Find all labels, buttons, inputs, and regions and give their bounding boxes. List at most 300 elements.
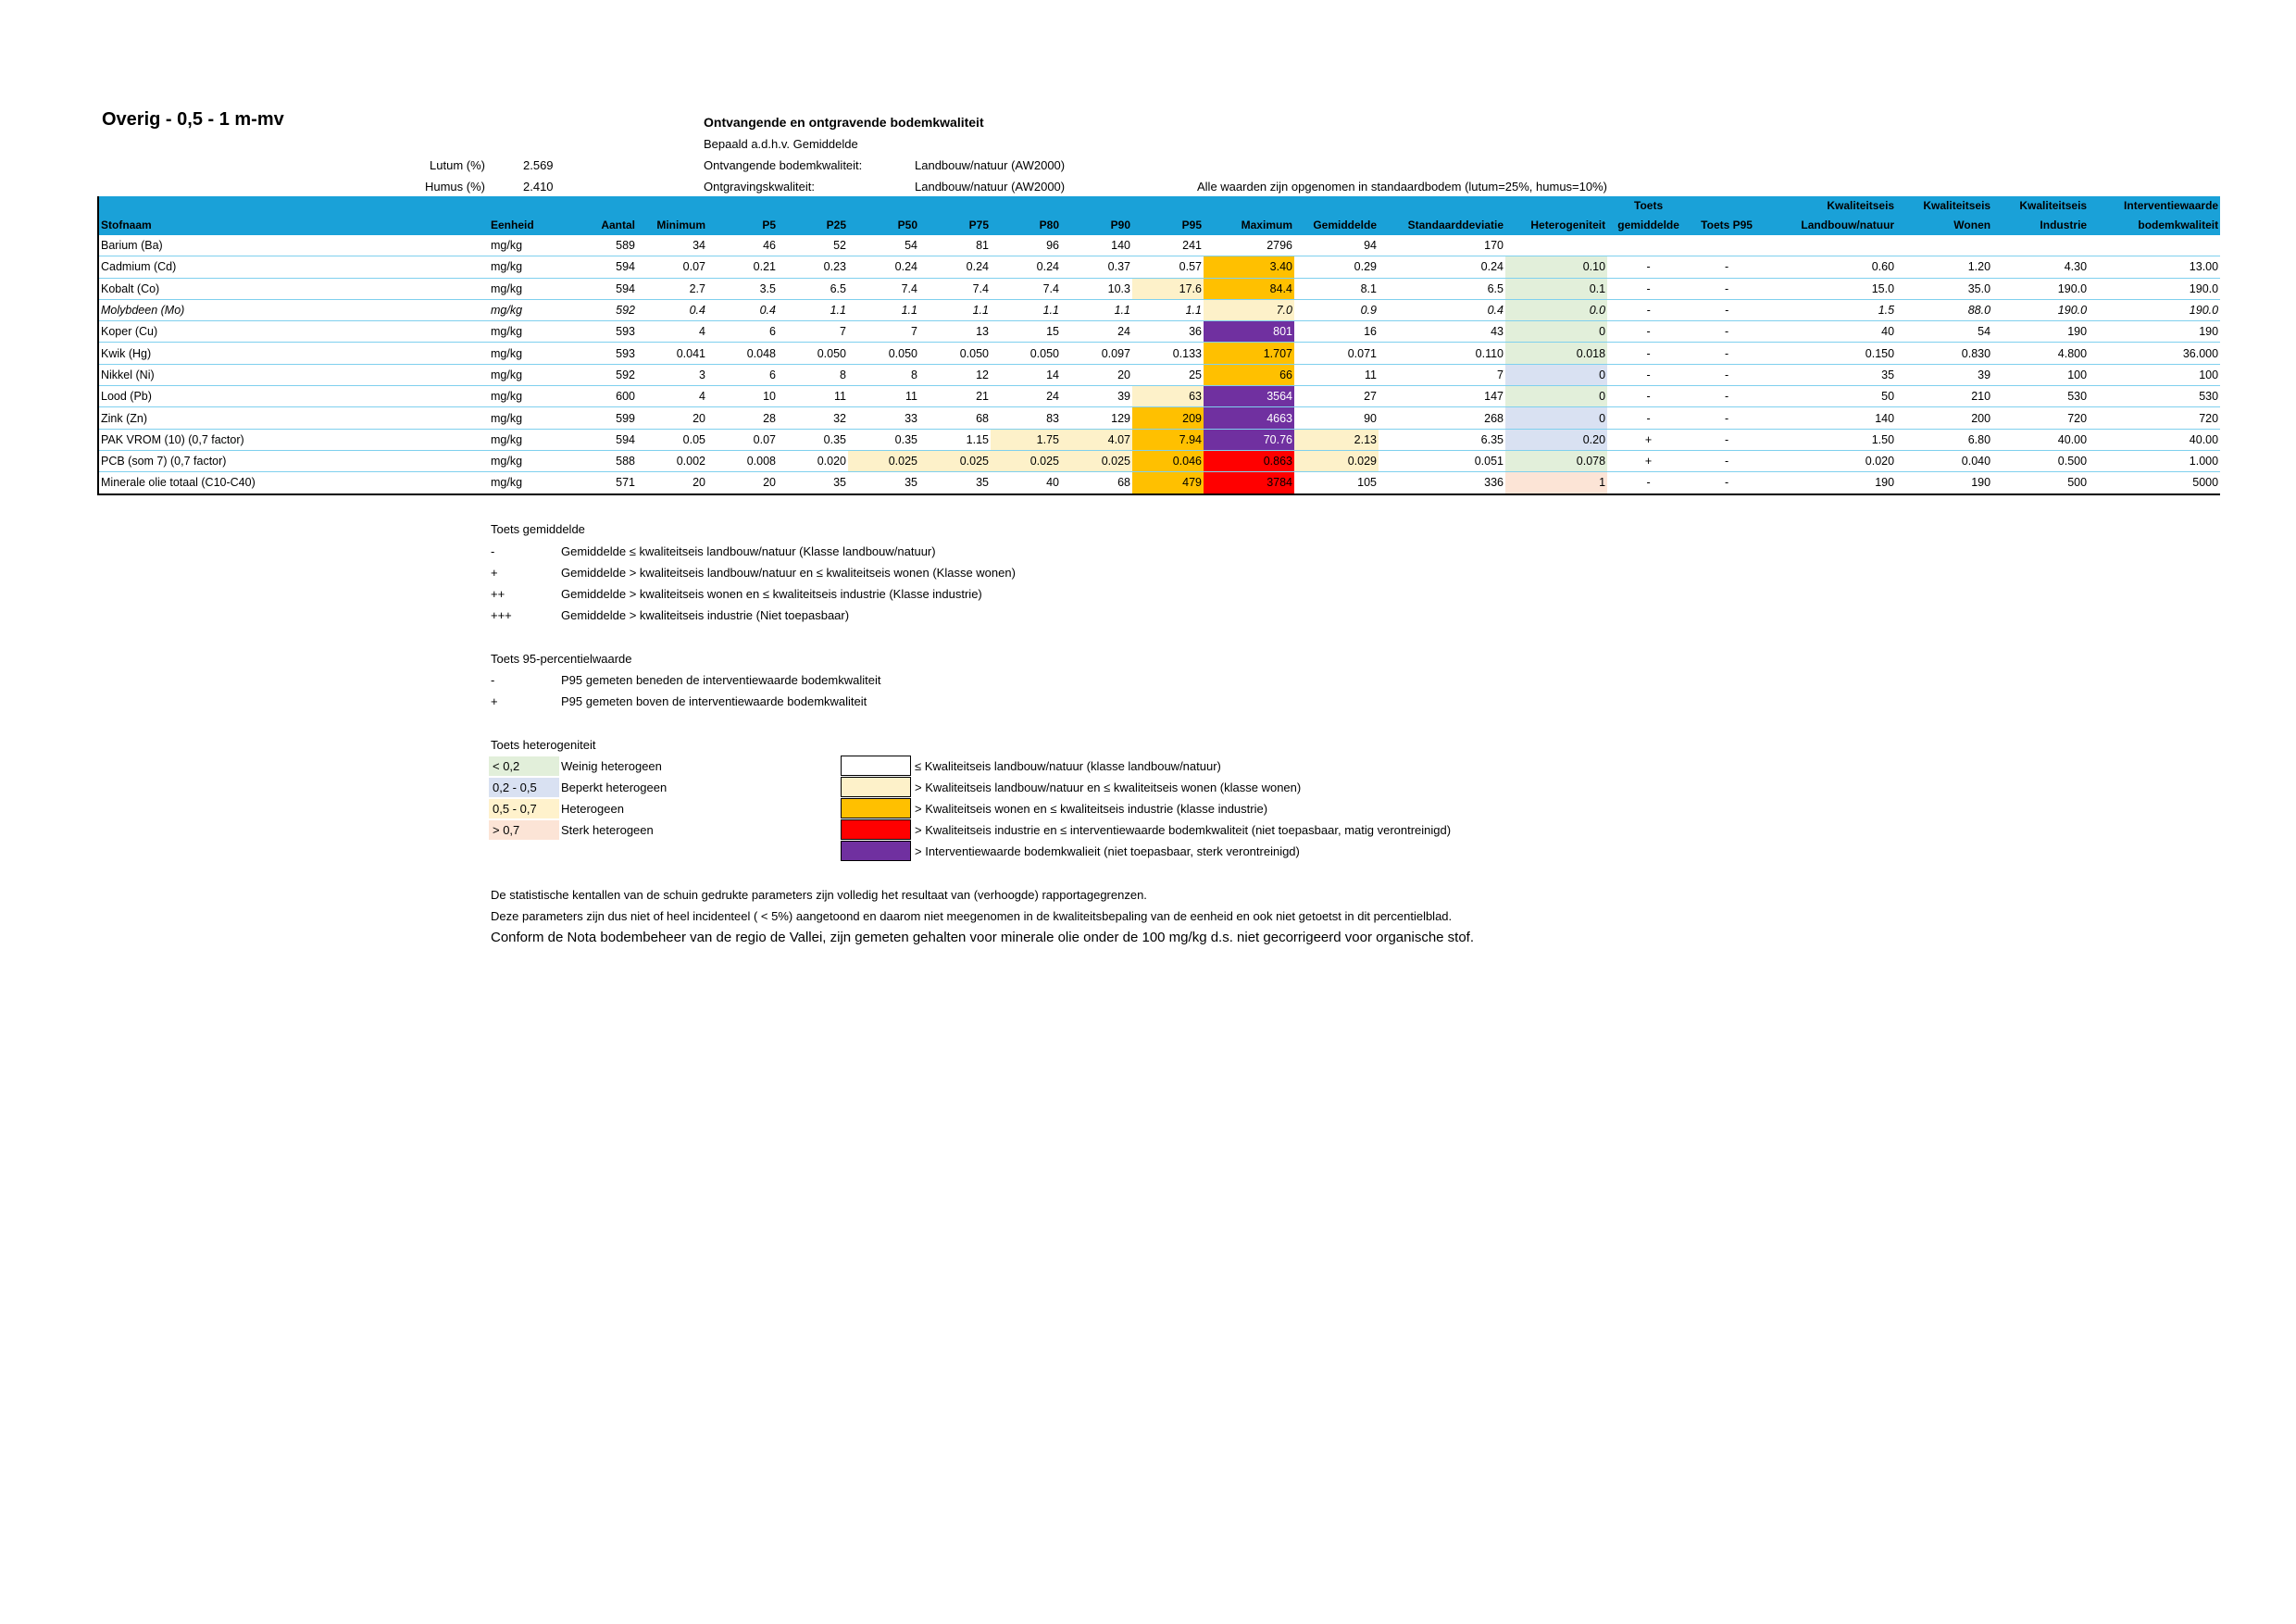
cell-eenheid: mg/kg	[489, 343, 563, 364]
cell-p5: 46	[707, 235, 778, 256]
cell-eenheid: mg/kg	[489, 407, 563, 429]
legend-gem-sym: -	[491, 544, 495, 558]
cell-gemiddelde: 27	[1294, 386, 1379, 407]
cell-toets-p95: -	[1690, 386, 1764, 407]
cell-stdev: 147	[1379, 386, 1505, 407]
cell-maximum: 66	[1204, 364, 1294, 385]
cell-toets-gem: -	[1607, 321, 1690, 343]
hetero-swatch-green: < 0,2	[489, 756, 559, 776]
cell-p95: 17.6	[1132, 278, 1204, 299]
cell-gemiddelde: 11	[1294, 364, 1379, 385]
cell-p25: 35	[778, 472, 848, 494]
legend-p95-title: Toets 95-percentielwaarde	[491, 652, 632, 666]
col-p75: P75	[919, 216, 991, 235]
cell-minimum: 0.041	[637, 343, 707, 364]
cell-minimum: 0.4	[637, 299, 707, 320]
cell-stofnaam: Nikkel (Ni)	[98, 364, 489, 385]
table-row	[98, 278, 2220, 299]
cell-p25: 52	[778, 235, 848, 256]
cell-heterogeniteit: 0.0	[1505, 299, 1607, 320]
cell-gemiddelde: 105	[1294, 472, 1379, 494]
table-row	[98, 343, 2220, 364]
cell-p50: 0.050	[848, 343, 919, 364]
cell-heterogeniteit	[1505, 235, 1607, 256]
cell-kw-wonen: 6.80	[1896, 429, 1992, 450]
cell-p25: 1.1	[778, 299, 848, 320]
cell-kw-land: 15.0	[1764, 278, 1896, 299]
cell-toets-p95: -	[1690, 278, 1764, 299]
cell-maximum: 84.4	[1204, 278, 1294, 299]
cell-kw-wonen: 210	[1896, 386, 1992, 407]
col-p90: P90	[1061, 216, 1132, 235]
col-stofnaam: Stofnaam	[98, 216, 489, 235]
col-toets-gem: gemiddelde	[1607, 216, 1690, 235]
quality-swatch-red	[841, 819, 911, 840]
cell-kw-land	[1764, 235, 1896, 256]
cell-p90: 24	[1061, 321, 1132, 343]
cell-stdev: 6.5	[1379, 278, 1505, 299]
cell-kw-wonen: 39	[1896, 364, 1992, 385]
cell-p75: 0.050	[919, 343, 991, 364]
quality-legend-text: > Kwaliteitseis industrie en ≤ interventiewaarde bodemkwaliteit (niet toepasbaar, matig verontreinigd)	[915, 823, 1452, 837]
cell-aantal: 592	[563, 364, 637, 385]
cell-eenheid: mg/kg	[489, 450, 563, 471]
cell-p50: 35	[848, 472, 919, 494]
cell-kw-wonen: 200	[1896, 407, 1992, 429]
cell-stofnaam: Lood (Pb)	[98, 386, 489, 407]
cell-eenheid: mg/kg	[489, 429, 563, 450]
cell-p90: 68	[1061, 472, 1132, 494]
bepaald-text: Bepaald a.d.h.v. Gemiddelde	[704, 137, 858, 151]
cell-aantal: 588	[563, 450, 637, 471]
cell-heterogeniteit: 0.018	[1505, 343, 1607, 364]
cell-aantal: 571	[563, 472, 637, 494]
cell-maximum: 3564	[1204, 386, 1294, 407]
cell-kw-land: 1.50	[1764, 429, 1896, 450]
cell-kw-ind: 720	[1992, 407, 2089, 429]
cell-kw-wonen: 88.0	[1896, 299, 1992, 320]
cell-toets-gem: -	[1607, 278, 1690, 299]
cell-p25: 6.5	[778, 278, 848, 299]
cell-stofnaam: Kobalt (Co)	[98, 278, 489, 299]
cell-kw-ind: 40.00	[1992, 429, 2089, 450]
cell-p90: 1.1	[1061, 299, 1132, 320]
cell-kw-ind: 4.800	[1992, 343, 2089, 364]
cell-p80: 24	[991, 386, 1061, 407]
cell-stofnaam: Molybdeen (Mo)	[98, 299, 489, 320]
cell-kw-ind: 0.500	[1992, 450, 2089, 471]
cell-aantal: 594	[563, 429, 637, 450]
cell-eenheid: mg/kg	[489, 256, 563, 278]
standaardbodem-note: Alle waarden zijn opgenomen in standaardbodem (lutum=25%, humus=10%)	[1197, 180, 1607, 194]
cell-kw-land: 1.5	[1764, 299, 1896, 320]
cell-p25: 11	[778, 386, 848, 407]
hetero-legend-text: Heterogeen	[561, 802, 624, 816]
cell-p50: 0.24	[848, 256, 919, 278]
cell-p25: 0.020	[778, 450, 848, 471]
ontvangende-value: Landbouw/natuur (AW2000)	[915, 158, 1066, 172]
cell-p95: 241	[1132, 235, 1204, 256]
cell-toets-p95: -	[1690, 343, 1764, 364]
cell-kw-wonen: 0.040	[1896, 450, 1992, 471]
quality-legend-text: > Interventiewaarde bodemkwalieit (niet toepasbaar, sterk verontreinigd)	[915, 844, 1300, 858]
cell-kw-wonen	[1896, 235, 1992, 256]
cell-kw-ind	[1992, 235, 2089, 256]
cell-p5: 28	[707, 407, 778, 429]
col-kw-land: Landbouw/natuur	[1764, 216, 1896, 235]
lutum-label: Lutum (%)	[430, 158, 485, 172]
cell-p5: 0.008	[707, 450, 778, 471]
footnote-2: Deze parameters zijn dus niet of heel incidenteel ( < 5%) aangetoond en daarom niet meegenomen in de kwaliteitsbepaling van de eenheid en ook niet getoetst in dit percentielblad.	[491, 909, 1453, 923]
cell-gemiddelde: 0.9	[1294, 299, 1379, 320]
cell-eenheid: mg/kg	[489, 235, 563, 256]
cell-eenheid: mg/kg	[489, 364, 563, 385]
cell-p5: 6	[707, 321, 778, 343]
col-p25: P25	[778, 216, 848, 235]
cell-interv: 36.000	[2089, 343, 2220, 364]
cell-p90: 0.37	[1061, 256, 1132, 278]
cell-toets-p95: -	[1690, 364, 1764, 385]
cell-p80: 1.75	[991, 429, 1061, 450]
cell-toets-p95: -	[1690, 472, 1764, 494]
col-p95: P95	[1132, 216, 1204, 235]
cell-gemiddelde: 0.29	[1294, 256, 1379, 278]
cell-minimum: 3	[637, 364, 707, 385]
cell-kw-wonen: 1.20	[1896, 256, 1992, 278]
col-p80: P80	[991, 216, 1061, 235]
cell-p90: 0.097	[1061, 343, 1132, 364]
cell-stdev: 0.110	[1379, 343, 1505, 364]
cell-eenheid: mg/kg	[489, 472, 563, 494]
cell-stofnaam: Kwik (Hg)	[98, 343, 489, 364]
cell-p5: 0.4	[707, 299, 778, 320]
cell-stofnaam: Minerale olie totaal (C10-C40)	[98, 472, 489, 494]
cell-p50: 1.1	[848, 299, 919, 320]
cell-kw-ind: 190.0	[1992, 299, 2089, 320]
quality-legend-text: > Kwaliteitseis wonen en ≤ kwaliteitseis industrie (klasse industrie)	[915, 802, 1268, 816]
legend-gem-text: Gemiddelde ≤ kwaliteitseis landbouw/natuur (Klasse landbouw/natuur)	[561, 544, 936, 558]
cell-p90: 0.025	[1061, 450, 1132, 471]
cell-p90: 39	[1061, 386, 1132, 407]
cell-gemiddelde: 0.071	[1294, 343, 1379, 364]
cell-p80: 7.4	[991, 278, 1061, 299]
ontgraving-value: Landbouw/natuur (AW2000)	[915, 180, 1066, 194]
cell-toets-gem: +	[1607, 429, 1690, 450]
cell-interv: 40.00	[2089, 429, 2220, 450]
table-row	[98, 321, 2220, 343]
cell-p95: 7.94	[1132, 429, 1204, 450]
cell-toets-p95: -	[1690, 321, 1764, 343]
col-p5: P5	[707, 216, 778, 235]
cell-interv: 530	[2089, 386, 2220, 407]
cell-minimum: 4	[637, 321, 707, 343]
cell-maximum: 2796	[1204, 235, 1294, 256]
table-row	[98, 299, 2220, 320]
cell-p95: 1.1	[1132, 299, 1204, 320]
cell-p5: 3.5	[707, 278, 778, 299]
cell-stofnaam: Cadmium (Cd)	[98, 256, 489, 278]
legend-gem-sym: ++	[491, 587, 505, 601]
cell-p75: 68	[919, 407, 991, 429]
ontvangende-label: Ontvangende bodemkwaliteit:	[704, 158, 863, 172]
footnote-1: De statistische kentallen van de schuin gedrukte parameters zijn volledig het resultaat van (verhoogde) rapportagegrenzen.	[491, 888, 1147, 902]
cell-p80: 1.1	[991, 299, 1061, 320]
cell-p50: 7	[848, 321, 919, 343]
cell-kw-ind: 190	[1992, 321, 2089, 343]
cell-toets-gem: -	[1607, 364, 1690, 385]
cell-maximum: 1.707	[1204, 343, 1294, 364]
hetero-swatch-pink: > 0,7	[489, 820, 559, 840]
cell-stdev: 0.24	[1379, 256, 1505, 278]
cell-minimum: 20	[637, 472, 707, 494]
table-row	[98, 472, 2220, 494]
cell-p50: 0.025	[848, 450, 919, 471]
cell-kw-wonen: 54	[1896, 321, 1992, 343]
cell-p50: 0.35	[848, 429, 919, 450]
col-kw-ind-top: Kwaliteitseis	[1992, 196, 2089, 216]
cell-p90: 129	[1061, 407, 1132, 429]
cell-stofnaam: PCB (som 7) (0,7 factor)	[98, 450, 489, 471]
cell-minimum: 2.7	[637, 278, 707, 299]
cell-toets-gem: +	[1607, 450, 1690, 471]
quality-swatch-purple	[841, 841, 911, 861]
cell-aantal: 593	[563, 343, 637, 364]
cell-interv	[2089, 235, 2220, 256]
lutum-value: 2.569	[523, 158, 554, 172]
cell-eenheid: mg/kg	[489, 386, 563, 407]
legend-gem-text: Gemiddelde > kwaliteitseis wonen en ≤ kwaliteitseis industrie (Klasse industrie)	[561, 587, 982, 601]
cell-p75: 21	[919, 386, 991, 407]
footnote-3: Conform de Nota bodembeheer van de regio de Vallei, zijn gemeten gehalten voor minerale olie onder de 100 mg/kg d.s. niet gecorrigeerd voor organische stof.	[491, 930, 1475, 945]
legend-gem-title: Toets gemiddelde	[491, 522, 585, 536]
cell-kw-ind: 530	[1992, 386, 2089, 407]
table-row	[98, 364, 2220, 385]
cell-kw-ind: 190.0	[1992, 278, 2089, 299]
cell-stofnaam: Koper (Cu)	[98, 321, 489, 343]
cell-kw-ind: 100	[1992, 364, 2089, 385]
cell-toets-gem: -	[1607, 256, 1690, 278]
legend-hetero-title: Toets heterogeniteit	[491, 738, 596, 752]
cell-p80: 83	[991, 407, 1061, 429]
cell-toets-gem: -	[1607, 386, 1690, 407]
cell-p5: 0.048	[707, 343, 778, 364]
cell-interv: 13.00	[2089, 256, 2220, 278]
cell-p80: 96	[991, 235, 1061, 256]
cell-toets-gem: -	[1607, 343, 1690, 364]
cell-stdev: 6.35	[1379, 429, 1505, 450]
cell-p5: 10	[707, 386, 778, 407]
cell-p25: 0.35	[778, 429, 848, 450]
cell-eenheid: mg/kg	[489, 299, 563, 320]
cell-p75: 7.4	[919, 278, 991, 299]
cell-minimum: 0.002	[637, 450, 707, 471]
humus-label: Humus (%)	[424, 180, 485, 194]
cell-interv: 720	[2089, 407, 2220, 429]
quality-legend-text: > Kwaliteitseis landbouw/natuur en ≤ kwaliteitseis wonen (klasse wonen)	[915, 781, 1302, 794]
cell-p95: 479	[1132, 472, 1204, 494]
cell-kw-land: 0.150	[1764, 343, 1896, 364]
cell-interv: 5000	[2089, 472, 2220, 494]
col-kw-ind: Industrie	[1992, 216, 2089, 235]
cell-gemiddelde: 94	[1294, 235, 1379, 256]
legend-p95-sym: -	[491, 673, 495, 687]
col-gemiddelde: Gemiddelde	[1294, 216, 1379, 235]
col-kw-wonen-top: Kwaliteitseis	[1896, 196, 1992, 216]
cell-p5: 0.21	[707, 256, 778, 278]
quality-swatch-orange	[841, 798, 911, 818]
cell-p90: 10.3	[1061, 278, 1132, 299]
cell-minimum: 0.05	[637, 429, 707, 450]
legend-gem-sym: +++	[491, 608, 512, 622]
cell-heterogeniteit: 1	[1505, 472, 1607, 494]
cell-eenheid: mg/kg	[489, 278, 563, 299]
cell-heterogeniteit: 0	[1505, 407, 1607, 429]
cell-maximum: 3.40	[1204, 256, 1294, 278]
cell-maximum: 4663	[1204, 407, 1294, 429]
cell-kw-ind: 500	[1992, 472, 2089, 494]
cell-maximum: 0.863	[1204, 450, 1294, 471]
cell-toets-p95: -	[1690, 429, 1764, 450]
table-row	[98, 235, 2220, 256]
cell-p75: 0.24	[919, 256, 991, 278]
cell-kw-wonen: 35.0	[1896, 278, 1992, 299]
col-p50: P50	[848, 216, 919, 235]
table-row	[98, 256, 2220, 278]
cell-p95: 0.133	[1132, 343, 1204, 364]
cell-p75: 12	[919, 364, 991, 385]
cell-p90: 140	[1061, 235, 1132, 256]
cell-heterogeniteit: 0	[1505, 364, 1607, 385]
data-table	[97, 196, 2220, 495]
cell-heterogeniteit: 0.20	[1505, 429, 1607, 450]
cell-p50: 7.4	[848, 278, 919, 299]
table-row	[98, 386, 2220, 407]
page-title: Overig - 0,5 - 1 m-mv	[102, 109, 284, 130]
cell-kw-land: 0.020	[1764, 450, 1896, 471]
cell-p75: 1.15	[919, 429, 991, 450]
cell-p5: 6	[707, 364, 778, 385]
cell-toets-p95: -	[1690, 299, 1764, 320]
cell-maximum: 7.0	[1204, 299, 1294, 320]
cell-p95: 63	[1132, 386, 1204, 407]
legend-p95-text: P95 gemeten beneden de interventiewaarde bodemkwaliteit	[561, 673, 881, 687]
cell-interv: 190	[2089, 321, 2220, 343]
legend-gem-text: Gemiddelde > kwaliteitseis landbouw/natuur en ≤ kwaliteitseis wonen (Klasse wonen)	[561, 566, 1016, 580]
table-row	[98, 450, 2220, 471]
cell-aantal: 593	[563, 321, 637, 343]
cell-p75: 35	[919, 472, 991, 494]
cell-toets-gem: -	[1607, 407, 1690, 429]
cell-p80: 0.050	[991, 343, 1061, 364]
col-eenheid: Eenheid	[489, 216, 563, 235]
cell-minimum: 4	[637, 386, 707, 407]
cell-p80: 0.24	[991, 256, 1061, 278]
cell-kw-land: 35	[1764, 364, 1896, 385]
cell-p25: 0.23	[778, 256, 848, 278]
quality-legend-text: ≤ Kwaliteitseis landbouw/natuur (klasse landbouw/natuur)	[915, 759, 1221, 773]
hetero-swatch-blue: 0,2 - 0,5	[489, 778, 559, 797]
cell-p75: 0.025	[919, 450, 991, 471]
cell-stdev: 43	[1379, 321, 1505, 343]
cell-toets-p95: -	[1690, 450, 1764, 471]
cell-aantal: 600	[563, 386, 637, 407]
cell-p25: 32	[778, 407, 848, 429]
col-interv: bodemkwaliteit	[2089, 216, 2220, 235]
hetero-legend-text: Beperkt heterogeen	[561, 781, 668, 794]
ontgraving-label: Ontgravingskwaliteit:	[704, 180, 815, 194]
cell-heterogeniteit: 0	[1505, 386, 1607, 407]
col-kw-wonen: Wonen	[1896, 216, 1992, 235]
cell-p25: 7	[778, 321, 848, 343]
cell-stdev: 0.4	[1379, 299, 1505, 320]
cell-heterogeniteit: 0.10	[1505, 256, 1607, 278]
cell-kw-land: 0.60	[1764, 256, 1896, 278]
col-maximum: Maximum	[1204, 216, 1294, 235]
cell-p90: 20	[1061, 364, 1132, 385]
cell-aantal: 592	[563, 299, 637, 320]
col-toets-p95: Toets P95	[1690, 216, 1764, 235]
cell-p50: 33	[848, 407, 919, 429]
cell-gemiddelde: 8.1	[1294, 278, 1379, 299]
cell-stdev: 268	[1379, 407, 1505, 429]
hetero-legend-text: Weinig heterogeen	[561, 759, 662, 773]
cell-p50: 8	[848, 364, 919, 385]
cell-p50: 11	[848, 386, 919, 407]
col-toets-gem-top: Toets	[1607, 196, 1690, 216]
table-row	[98, 407, 2220, 429]
cell-aantal: 599	[563, 407, 637, 429]
quality-swatch-light	[841, 777, 911, 797]
col-heterogeniteit: Heterogeniteit	[1505, 216, 1607, 235]
cell-gemiddelde: 0.029	[1294, 450, 1379, 471]
cell-kw-wonen: 0.830	[1896, 343, 1992, 364]
quality-swatch-white	[841, 756, 911, 776]
cell-stofnaam: Zink (Zn)	[98, 407, 489, 429]
cell-aantal: 589	[563, 235, 637, 256]
cell-toets-gem: -	[1607, 472, 1690, 494]
cell-kw-land: 190	[1764, 472, 1896, 494]
cell-gemiddelde: 2.13	[1294, 429, 1379, 450]
cell-eenheid: mg/kg	[489, 321, 563, 343]
col-kw-land-top: Kwaliteitseis	[1764, 196, 1896, 216]
cell-aantal: 594	[563, 256, 637, 278]
table-row	[98, 429, 2220, 450]
cell-aantal: 594	[563, 278, 637, 299]
cell-maximum: 3784	[1204, 472, 1294, 494]
cell-p5: 0.07	[707, 429, 778, 450]
cell-maximum: 70.76	[1204, 429, 1294, 450]
cell-stofnaam: Barium (Ba)	[98, 235, 489, 256]
cell-p95: 25	[1132, 364, 1204, 385]
cell-p75: 13	[919, 321, 991, 343]
legend-gem-sym: +	[491, 566, 498, 580]
cell-p80: 15	[991, 321, 1061, 343]
cell-p75: 1.1	[919, 299, 991, 320]
cell-maximum: 801	[1204, 321, 1294, 343]
cell-p50: 54	[848, 235, 919, 256]
hetero-legend-text: Sterk heterogeen	[561, 823, 654, 837]
legend-p95-text: P95 gemeten boven de interventiewaarde bodemkwaliteit	[561, 694, 867, 708]
cell-stdev: 336	[1379, 472, 1505, 494]
cell-minimum: 0.07	[637, 256, 707, 278]
cell-heterogeniteit: 0.078	[1505, 450, 1607, 471]
cell-p95: 36	[1132, 321, 1204, 343]
legend-p95-sym: +	[491, 694, 498, 708]
cell-interv: 190.0	[2089, 278, 2220, 299]
cell-kw-wonen: 190	[1896, 472, 1992, 494]
section-heading: Ontvangende en ontgravende bodemkwaliteit	[704, 115, 984, 130]
cell-p80: 14	[991, 364, 1061, 385]
